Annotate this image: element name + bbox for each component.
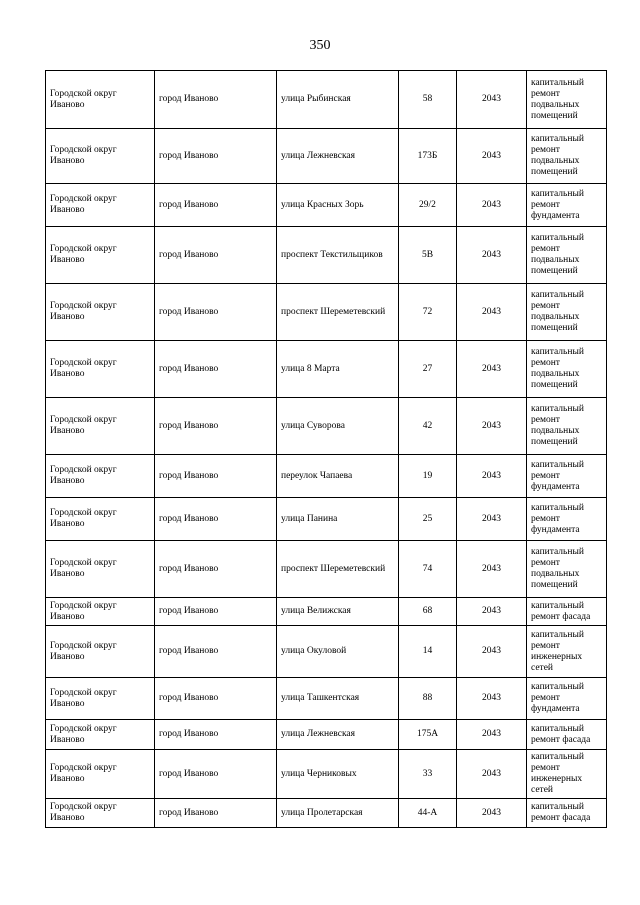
- okrug-cell: Городской округ Иваново: [46, 284, 155, 341]
- year-cell: 2043: [457, 678, 527, 720]
- table-row: [46, 284, 607, 341]
- okrug-cell: Городской округ Иваново: [46, 71, 155, 129]
- year-cell: 2043: [457, 455, 527, 498]
- okrug-cell: Городской округ Иваново: [46, 129, 155, 184]
- work-cell: капитальный ремонт подвальных помещений: [527, 284, 607, 341]
- work-cell: капитальный ремонт подвальных помещений: [527, 227, 607, 284]
- city-cell: город Иваново: [155, 398, 277, 455]
- work-cell: капитальный ремонт фасада: [527, 598, 607, 626]
- table-row: [46, 678, 607, 720]
- house-cell: 29/2: [399, 184, 457, 227]
- house-cell: 27: [399, 341, 457, 398]
- work-cell: капитальный ремонт фундамента: [527, 678, 607, 720]
- table-row: [46, 129, 607, 184]
- house-cell: 68: [399, 598, 457, 626]
- street-cell: улица Панина: [277, 498, 399, 541]
- street-cell: проспект Текстильщиков: [277, 227, 399, 284]
- work-cell: капитальный ремонт подвальных помещений: [527, 541, 607, 598]
- page-number: 350: [309, 38, 331, 53]
- table-row: [46, 227, 607, 284]
- table-row: [46, 71, 607, 129]
- city-cell: город Иваново: [155, 541, 277, 598]
- city-cell: город Иваново: [155, 129, 277, 184]
- work-cell: капитальный ремонт фундамента: [527, 184, 607, 227]
- street-cell: переулок Чапаева: [277, 455, 399, 498]
- work-cell: капитальный ремонт подвальных помещений: [527, 71, 607, 129]
- repair-registry-table: [45, 70, 607, 828]
- okrug-cell: Городской округ Иваново: [46, 720, 155, 750]
- table-row: [46, 498, 607, 541]
- okrug-cell: Городской округ Иваново: [46, 341, 155, 398]
- okrug-cell: Городской округ Иваново: [46, 398, 155, 455]
- table-row: [46, 341, 607, 398]
- street-cell: проспект Шереметевский: [277, 284, 399, 341]
- city-cell: город Иваново: [155, 184, 277, 227]
- table-row: [46, 184, 607, 227]
- street-cell: улица Окуловой: [277, 626, 399, 678]
- house-cell: 5В: [399, 227, 457, 284]
- year-cell: 2043: [457, 799, 527, 828]
- street-cell: улица Велижская: [277, 598, 399, 626]
- work-cell: капитальный ремонт подвальных помещений: [527, 129, 607, 184]
- okrug-cell: Городской округ Иваново: [46, 626, 155, 678]
- street-cell: улица Суворова: [277, 398, 399, 455]
- table-row: [46, 799, 607, 828]
- year-cell: 2043: [457, 227, 527, 284]
- year-cell: 2043: [457, 626, 527, 678]
- street-cell: улица Рыбинская: [277, 71, 399, 129]
- work-cell: капитальный ремонт фасада: [527, 720, 607, 750]
- street-cell: проспект Шереметевский: [277, 541, 399, 598]
- table-row: [46, 626, 607, 678]
- street-cell: улица 8 Марта: [277, 341, 399, 398]
- city-cell: город Иваново: [155, 284, 277, 341]
- okrug-cell: Городской округ Иваново: [46, 498, 155, 541]
- street-cell: улица Лежневская: [277, 720, 399, 750]
- house-cell: 72: [399, 284, 457, 341]
- house-cell: 58: [399, 71, 457, 129]
- table-row: [46, 720, 607, 750]
- house-cell: 74: [399, 541, 457, 598]
- city-cell: город Иваново: [155, 71, 277, 129]
- year-cell: 2043: [457, 71, 527, 129]
- year-cell: 2043: [457, 541, 527, 598]
- okrug-cell: Городской округ Иваново: [46, 678, 155, 720]
- house-cell: 33: [399, 750, 457, 799]
- year-cell: 2043: [457, 598, 527, 626]
- house-cell: 88: [399, 678, 457, 720]
- city-cell: город Иваново: [155, 626, 277, 678]
- house-cell: 19: [399, 455, 457, 498]
- year-cell: 2043: [457, 720, 527, 750]
- city-cell: город Иваново: [155, 750, 277, 799]
- okrug-cell: Городской округ Иваново: [46, 227, 155, 284]
- year-cell: 2043: [457, 184, 527, 227]
- okrug-cell: Городской округ Иваново: [46, 184, 155, 227]
- street-cell: улица Красных Зорь: [277, 184, 399, 227]
- okrug-cell: Городской округ Иваново: [46, 455, 155, 498]
- work-cell: капитальный ремонт фундамента: [527, 455, 607, 498]
- okrug-cell: Городской округ Иваново: [46, 598, 155, 626]
- house-cell: 25: [399, 498, 457, 541]
- work-cell: капитальный ремонт подвальных помещений: [527, 341, 607, 398]
- city-cell: город Иваново: [155, 227, 277, 284]
- table-row: [46, 455, 607, 498]
- table-row: [46, 750, 607, 799]
- house-cell: 173Б: [399, 129, 457, 184]
- house-cell: 14: [399, 626, 457, 678]
- okrug-cell: Городской округ Иваново: [46, 541, 155, 598]
- city-cell: город Иваново: [155, 498, 277, 541]
- year-cell: 2043: [457, 398, 527, 455]
- year-cell: 2043: [457, 750, 527, 799]
- work-cell: капитальный ремонт подвальных помещений: [527, 398, 607, 455]
- street-cell: улица Черниковых: [277, 750, 399, 799]
- year-cell: 2043: [457, 498, 527, 541]
- house-cell: 44-А: [399, 799, 457, 828]
- year-cell: 2043: [457, 284, 527, 341]
- table-row: [46, 598, 607, 626]
- city-cell: город Иваново: [155, 678, 277, 720]
- table-row: [46, 398, 607, 455]
- year-cell: 2043: [457, 129, 527, 184]
- city-cell: город Иваново: [155, 598, 277, 626]
- work-cell: капитальный ремонт фасада: [527, 799, 607, 828]
- table-row: [46, 541, 607, 598]
- city-cell: город Иваново: [155, 341, 277, 398]
- okrug-cell: Городской округ Иваново: [46, 750, 155, 799]
- work-cell: капитальный ремонт фундамента: [527, 498, 607, 541]
- work-cell: капитальный ремонт инженерных сетей: [527, 750, 607, 799]
- house-cell: 42: [399, 398, 457, 455]
- street-cell: улица Пролетарская: [277, 799, 399, 828]
- city-cell: город Иваново: [155, 799, 277, 828]
- house-cell: 175А: [399, 720, 457, 750]
- city-cell: город Иваново: [155, 455, 277, 498]
- year-cell: 2043: [457, 341, 527, 398]
- city-cell: город Иваново: [155, 720, 277, 750]
- street-cell: улица Ташкентская: [277, 678, 399, 720]
- street-cell: улица Лежневская: [277, 129, 399, 184]
- work-cell: капитальный ремонт инженерных сетей: [527, 626, 607, 678]
- okrug-cell: Городской округ Иваново: [46, 799, 155, 828]
